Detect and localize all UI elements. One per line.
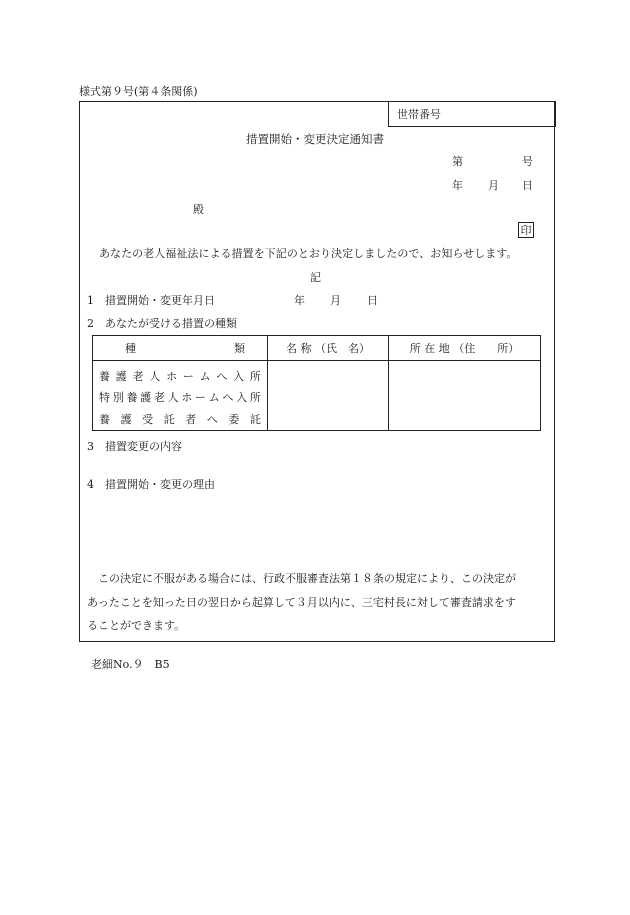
notice-line-1: この決定に不服がある場合には、行政不服審査法第１８条の規定により、この決定が [87, 572, 516, 585]
kind-char: 所 [249, 391, 261, 405]
kind-char: 別 [112, 391, 124, 405]
kind-char: へ [206, 412, 218, 426]
notice-line-3: ることができます。 [87, 619, 186, 632]
doc-number-dai: 第 [452, 155, 463, 168]
kind-char: ホ [166, 369, 178, 383]
name-cell[interactable] [268, 361, 389, 431]
kind-row-2 [99, 408, 261, 430]
kind-char: 委 [228, 412, 240, 426]
kind-row-1 [99, 387, 261, 409]
date-month: 月 [488, 179, 499, 192]
seal-mark: 印 [518, 222, 534, 238]
kind-char: 護 [140, 391, 152, 405]
kind-char: ム [199, 369, 211, 383]
kind-char: 入 [236, 391, 248, 405]
household-number-label: 世帯番号 [397, 108, 441, 121]
item2-label: 2 あなたが受ける措置の種類 [87, 317, 237, 330]
kind-char: 託 [163, 412, 175, 426]
kind-char: 人 [167, 391, 179, 405]
kind-char: 護 [115, 369, 127, 383]
header-kind-2: 類 [234, 342, 245, 355]
kind-char: ー [195, 391, 207, 405]
document-title: 措置開始・変更決定通知書 [246, 132, 384, 146]
item1-year: 年 [294, 294, 305, 307]
kind-char: 人 [149, 369, 161, 383]
household-number-box[interactable] [388, 101, 556, 127]
header-name: 名 称 （氏 名） [268, 336, 389, 361]
kind-char: 老 [132, 369, 144, 383]
kind-char: ホ [181, 391, 193, 405]
item1-label: 1 措置開始・変更年月日 [87, 294, 215, 307]
recipient-suffix: 殿 [193, 203, 204, 216]
measure-kinds-table [92, 335, 541, 431]
kind-char: 養 [126, 391, 138, 405]
kind-char: 老 [153, 391, 165, 405]
kind-row-0 [99, 365, 261, 387]
kind-char: 護 [120, 412, 132, 426]
intro-text: あなたの老人福祉法による措置を下記のとおり決定しましたので、お知らせします。 [99, 247, 518, 260]
kind-list-cell [93, 361, 268, 431]
kind-char: 所 [249, 369, 261, 383]
kind-char: ム [208, 391, 220, 405]
kind-char: 特 [99, 391, 110, 405]
table-header-row [93, 336, 541, 361]
address-cell[interactable] [389, 361, 541, 431]
table-row [93, 361, 541, 431]
kind-char: 養 [99, 412, 110, 426]
doc-number-go: 号 [522, 155, 533, 168]
date-year: 年 [452, 179, 463, 192]
kind-char: 者 [185, 412, 197, 426]
notice-line-2: あったことを知った日の翌日から起算して３月以内に、三宅村長に対して審査請求をす [87, 596, 516, 609]
kind-char: 入 [233, 369, 245, 383]
header-kind-1: 種 [125, 342, 136, 355]
kind-char: 養 [99, 369, 110, 383]
item4-label: 4 措置開始・変更の理由 [87, 478, 215, 491]
item3-label: 3 措置変更の内容 [87, 440, 182, 453]
kind-char: へ [222, 391, 234, 405]
item1-day: 日 [367, 294, 378, 307]
form-number: 様式第９号(第４条関係) [79, 85, 198, 98]
kind-char: へ [216, 369, 228, 383]
item1-month: 月 [330, 294, 341, 307]
kind-char: ー [182, 369, 194, 383]
ki-label: 記 [310, 271, 321, 284]
footer-code: 老細No.９ B5 [91, 658, 170, 671]
kind-char: 託 [249, 412, 261, 426]
header-address: 所 在 地 （住 所） [389, 336, 541, 361]
kind-char: 受 [142, 412, 154, 426]
header-kind [93, 336, 268, 361]
date-day: 日 [522, 179, 533, 192]
